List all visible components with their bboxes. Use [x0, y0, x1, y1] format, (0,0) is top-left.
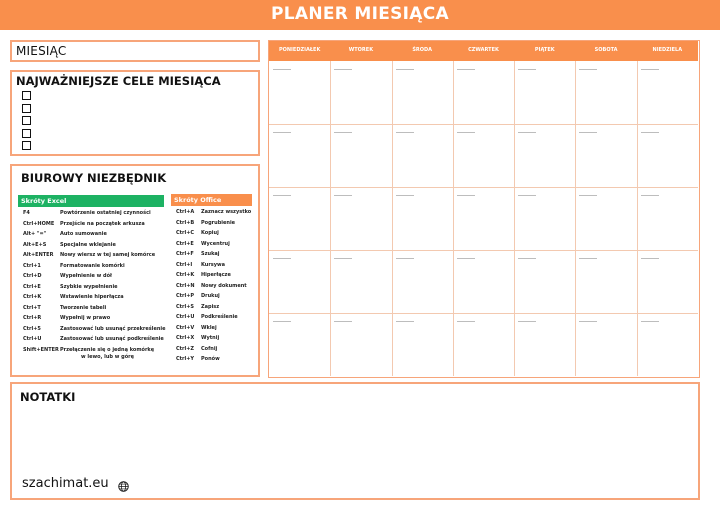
day-number-line	[641, 69, 659, 70]
shortcut-description: Szukaj	[201, 251, 220, 257]
day-header: WTOREK	[348, 47, 374, 53]
month-box	[10, 40, 260, 62]
day-number-line	[334, 132, 352, 133]
shortcut-description: Wstawienie hiperłącza	[60, 294, 124, 300]
day-cell[interactable]	[330, 124, 391, 187]
day-number-line	[334, 195, 352, 196]
day-cell[interactable]	[453, 61, 514, 124]
notes-box	[10, 382, 700, 500]
shortcut-key: Ctrl+Y	[176, 356, 195, 362]
shortcut-key: Ctrl+1	[23, 262, 41, 269]
day-number-line	[579, 69, 597, 70]
day-cell[interactable]	[269, 250, 330, 313]
shortcut-description: Wypełnienie w dół	[60, 273, 112, 279]
day-number-line	[457, 69, 475, 70]
day-number-line	[518, 321, 536, 322]
shortcut-key: Ctrl+F	[176, 251, 194, 257]
day-cell[interactable]	[269, 313, 330, 376]
day-number-line	[641, 321, 659, 322]
day-number-line	[396, 258, 414, 259]
shortcut-key: Ctrl+V	[176, 324, 195, 331]
day-header: PONIEDZIAŁEK	[278, 47, 321, 53]
shortcut-key: Ctrl+B	[176, 219, 195, 226]
day-cell[interactable]	[514, 250, 575, 313]
shortcut-description: Tworzenie tabeli	[60, 304, 107, 311]
month-label: MIESIĄC	[16, 44, 67, 58]
goal-checkbox[interactable]	[22, 91, 31, 100]
day-header: PIĄTEK	[534, 47, 555, 53]
day-cell[interactable]	[392, 313, 453, 376]
day-number-line	[518, 258, 536, 259]
goals-label: NAJWAŻNIEJSZE CELE MIESIĄCA	[16, 74, 221, 88]
shortcut-key: Ctrl+P	[176, 293, 195, 299]
day-cell[interactable]	[637, 250, 698, 313]
office-essentials-box	[10, 164, 260, 377]
shortcut-description: Hiperłącze	[201, 272, 231, 278]
shortcut-description-continued: w lewo, lub w górę	[81, 353, 134, 360]
shortcut-description: Kursywa	[201, 261, 226, 268]
day-number-line	[457, 195, 475, 196]
day-number-line	[457, 258, 475, 259]
shortcut-key: Shift+ENTER	[23, 346, 59, 353]
goal-checkbox[interactable]	[22, 104, 31, 113]
day-number-line	[273, 69, 291, 70]
day-cell[interactable]	[453, 124, 514, 187]
day-number-line	[579, 258, 597, 259]
day-number-line	[396, 132, 414, 133]
day-cell[interactable]	[514, 313, 575, 376]
shortcut-description: Przejście na początek arkusza	[60, 220, 145, 227]
day-cell[interactable]	[453, 187, 514, 250]
day-number-line	[641, 195, 659, 196]
day-cell[interactable]	[637, 187, 698, 250]
shortcut-key: Ctrl+C	[176, 230, 195, 236]
day-number-line	[641, 132, 659, 133]
shortcut-description: Powtórzenie ostatniej czynności	[60, 210, 151, 216]
shortcut-description: Zapisz	[201, 303, 220, 310]
shortcut-key: Ctrl+5	[23, 325, 41, 332]
day-number-line	[579, 132, 597, 133]
day-cell[interactable]	[330, 61, 391, 124]
goal-checkbox[interactable]	[22, 116, 31, 125]
shortcut-key: Alt+ENTER	[23, 252, 54, 258]
day-cell[interactable]	[575, 124, 636, 187]
day-cell[interactable]	[330, 313, 391, 376]
day-cell[interactable]	[453, 313, 514, 376]
day-number-line	[457, 132, 475, 133]
day-number-line	[273, 132, 291, 133]
day-cell[interactable]	[269, 124, 330, 187]
calendar-grid	[268, 40, 700, 378]
shortcut-key: Ctrl+E	[23, 283, 41, 290]
day-cell[interactable]	[637, 313, 698, 376]
day-cell[interactable]	[392, 61, 453, 124]
page-title: PLANER MIESIĄCA	[270, 4, 449, 24]
day-number-line	[457, 321, 475, 322]
shortcut-description: Nowy wiersz w tej samej komórce	[60, 252, 156, 258]
day-number-line	[396, 69, 414, 70]
day-cell[interactable]	[575, 187, 636, 250]
day-cell[interactable]	[269, 61, 330, 124]
day-header: CZWARTEK	[468, 47, 499, 53]
shortcut-key: Ctrl+K	[23, 294, 42, 300]
header-bar	[0, 0, 720, 30]
day-number-line	[579, 195, 597, 196]
day-cell[interactable]	[392, 250, 453, 313]
shortcut-key: Ctrl+A	[176, 209, 195, 215]
day-header: NIEDZIELA	[652, 47, 683, 53]
shortcut-description: Ponów	[201, 356, 220, 362]
day-cell[interactable]	[392, 124, 453, 187]
day-number-line	[641, 258, 659, 259]
shortcut-description: Przełączenie się o jedną komórkę	[60, 346, 155, 353]
shortcut-description: Pogrubienie	[201, 219, 236, 226]
goal-checkbox[interactable]	[22, 141, 31, 150]
day-number-line	[273, 321, 291, 322]
shortcut-description: Wypełnij w prawo	[60, 315, 111, 321]
shortcut-key: Ctrl+HOME	[23, 220, 55, 227]
shortcut-description: Kopiuj	[201, 230, 219, 236]
office-shortcuts-header: Skróty Office	[171, 194, 252, 206]
shortcut-description: Podkreślenie	[201, 314, 238, 320]
excel-shortcuts-header: Skróty Excel	[18, 195, 164, 207]
day-cell[interactable]	[453, 250, 514, 313]
day-number-line	[518, 132, 536, 133]
shortcut-description: Drukuj	[201, 293, 220, 299]
day-header: ŚRODA	[412, 47, 433, 53]
day-cell[interactable]	[514, 61, 575, 124]
day-cell[interactable]	[330, 187, 391, 250]
day-cell[interactable]	[514, 124, 575, 187]
globe-icon	[118, 481, 129, 492]
day-number-line	[518, 195, 536, 196]
day-number-line	[273, 258, 291, 259]
shortcut-description: Formatowanie komórki	[60, 262, 125, 269]
shortcut-description: Zastosować lub usunąć przekreślenie	[60, 325, 166, 332]
day-number-line	[334, 321, 352, 322]
day-cell[interactable]	[637, 124, 698, 187]
shortcut-key: Alt+ "="	[23, 231, 47, 237]
day-number-line	[518, 69, 536, 70]
shortcut-description: Auto sumowanie	[60, 231, 107, 237]
shortcut-description: Wycentruj	[201, 240, 230, 247]
shortcut-description: Cofnij	[201, 345, 218, 352]
day-cell[interactable]	[330, 250, 391, 313]
notes-label: NOTATKI	[20, 390, 76, 404]
shortcut-description: Nowy dokument	[201, 282, 247, 289]
day-number-line	[334, 258, 352, 259]
shortcut-description: Specjalne wklejanie	[60, 241, 116, 248]
shortcut-key: Ctrl+N	[176, 282, 195, 289]
day-number-line	[334, 69, 352, 70]
shortcut-key: Ctrl+K	[176, 272, 195, 278]
shortcut-key: Ctrl+D	[23, 273, 42, 279]
goals-box	[10, 70, 260, 156]
shortcut-key: Ctrl+I	[176, 261, 193, 268]
day-cell[interactable]	[575, 313, 636, 376]
shortcut-key: Ctrl+Z	[176, 345, 195, 352]
calendar-header	[269, 41, 698, 61]
day-cell[interactable]	[575, 61, 636, 124]
shortcut-description: Wytnij	[201, 335, 220, 341]
shortcut-key: Ctrl+R	[23, 315, 42, 321]
day-number-line	[579, 321, 597, 322]
goal-checkbox[interactable]	[22, 129, 31, 138]
shortcut-key: Ctrl+S	[176, 303, 195, 310]
day-cell[interactable]	[575, 250, 636, 313]
shortcut-key: Alt+E+S	[23, 241, 47, 248]
shortcut-description: Zaznacz wszystko	[201, 209, 252, 215]
shortcut-key: Ctrl+E	[176, 240, 194, 247]
day-number-line	[396, 195, 414, 196]
shortcut-key: Ctrl+U	[176, 314, 195, 320]
shortcut-key: Ctrl+X	[176, 335, 195, 341]
shortcut-description: Zastosować lub usunąć podkreślenie	[60, 336, 164, 342]
shortcut-key: F4	[23, 210, 30, 216]
shortcut-key: Ctrl+U	[23, 336, 42, 342]
site-label: szachimat.eu	[22, 476, 109, 491]
shortcut-description: Szybkie wypełnienie	[60, 283, 118, 290]
day-cell[interactable]	[514, 187, 575, 250]
day-cell[interactable]	[392, 187, 453, 250]
day-cell[interactable]	[637, 61, 698, 124]
office-label: BIUROWY NIEZBĘDNIK	[21, 171, 167, 185]
shortcut-description: Wklej	[201, 324, 217, 331]
day-cell[interactable]	[269, 187, 330, 250]
day-number-line	[273, 195, 291, 196]
day-number-line	[396, 321, 414, 322]
day-header: SOBOTA	[594, 47, 618, 53]
shortcut-key: Ctrl+T	[23, 304, 41, 311]
